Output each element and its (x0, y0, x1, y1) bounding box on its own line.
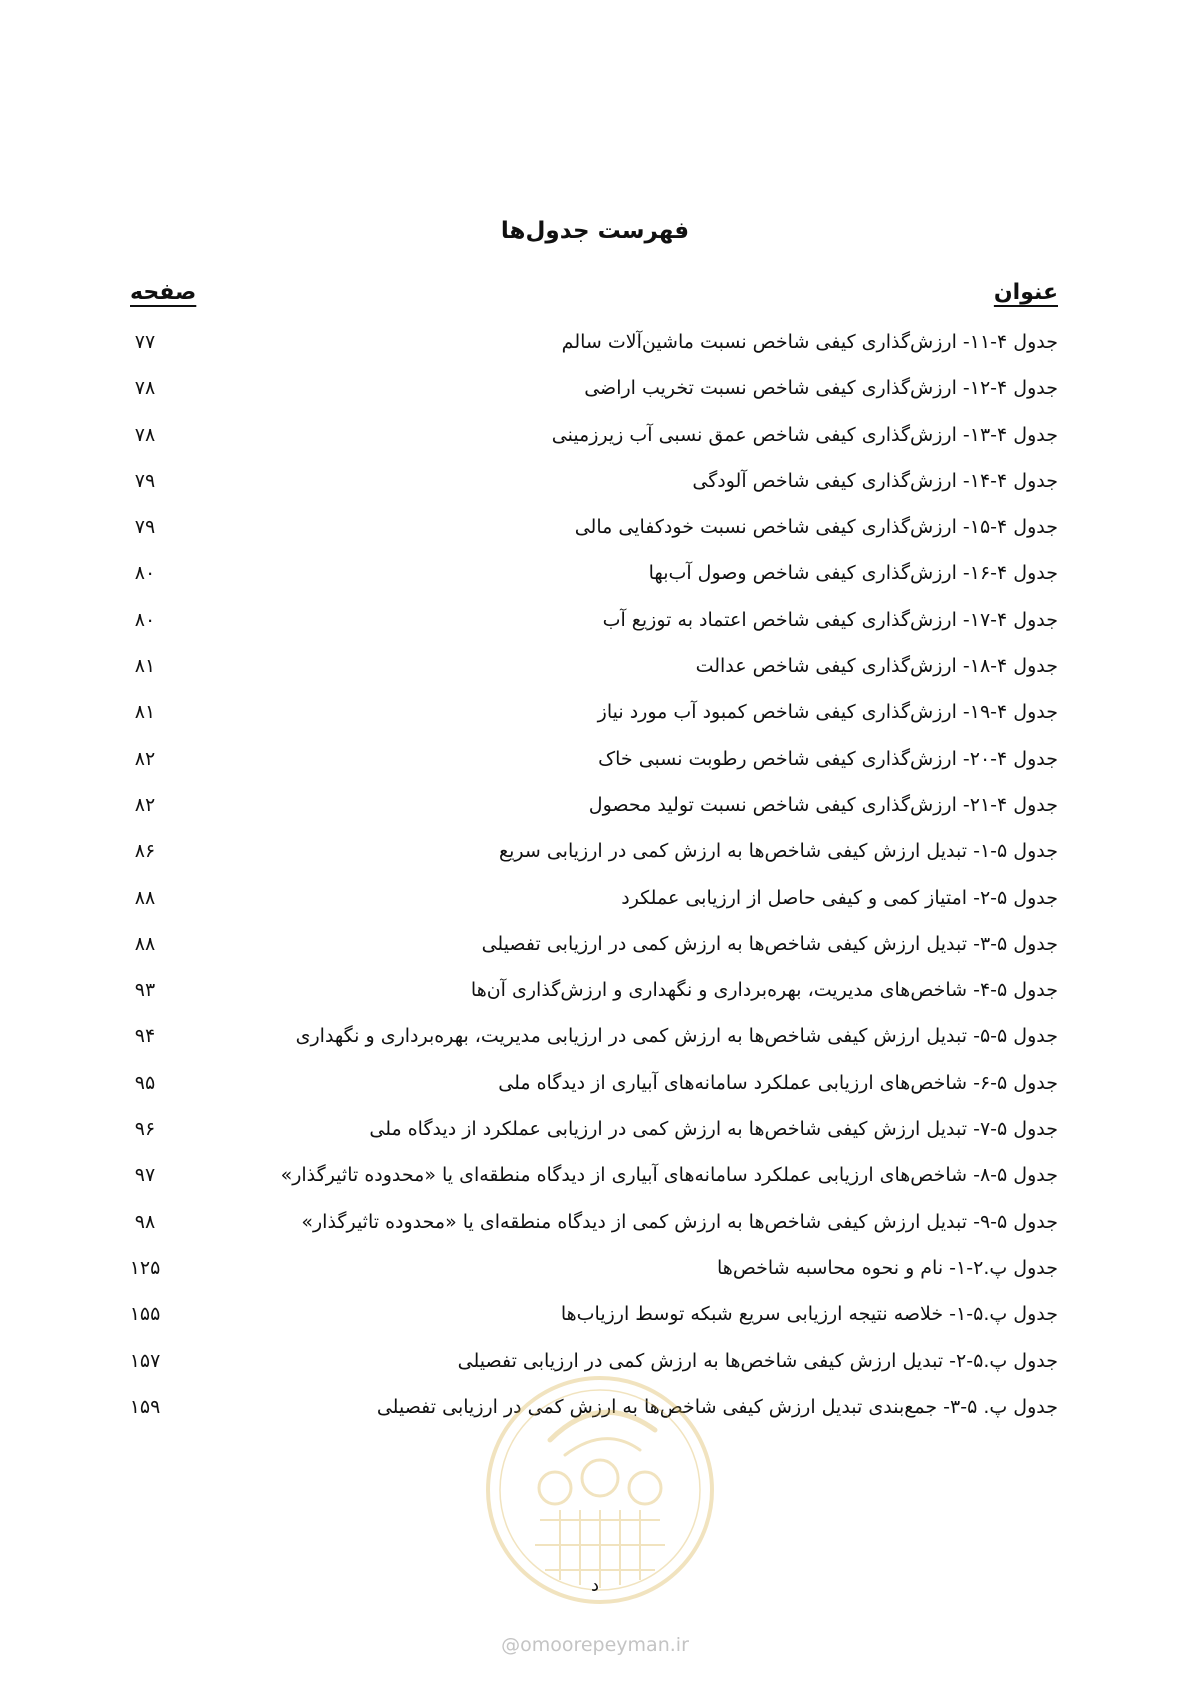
toc-entry[interactable] (110, 1208, 1058, 1254)
toc-entry-page: ۹۸ (134, 1210, 156, 1233)
toc-entry[interactable] (110, 1300, 1058, 1346)
toc-entry-title: جدول پ.۲-۱- نام و نحوه محاسبه شاخص‌ها (717, 1256, 1058, 1279)
toc-entry-page: ۹۵ (134, 1071, 156, 1094)
toc-entry-title: جدول پ.۵-۱- خلاصه نتیجه ارزیابی سریع شبکه توسط ارزیاب‌ها (560, 1303, 1058, 1326)
toc-entry[interactable] (110, 1022, 1058, 1068)
toc-entry[interactable] (110, 1115, 1058, 1161)
toc-entry-page: ۹۴ (134, 1025, 156, 1048)
toc-entry-page: ۸۲ (134, 793, 156, 816)
toc-entry-title: جدول ۵-۶- شاخص‌های ارزیابی عملکرد سامانه‌های آبیاری از دیدگاه ملی (498, 1071, 1058, 1094)
toc-entry-title: جدول ۴-۱۵- ارزش‌گذاری کیفی شاخص نسبت خودکفایی مالی (574, 516, 1058, 539)
toc-entry-title: جدول ۵-۷- تبدیل ارزش کیفی شاخص‌ها به ارزش کمی در ارزیابی عملکرد از دیدگاه ملی (369, 1118, 1058, 1141)
toc-entry[interactable] (110, 976, 1058, 1022)
toc-entry-page: ۹۶ (134, 1118, 156, 1141)
toc-entry-title: جدول ۵-۹- تبدیل ارزش کیفی شاخص‌ها به ارزش کمی از دیدگاه منطقه‌ای یا «محدوده تاثیرگذار» (301, 1210, 1058, 1233)
toc-entry-page: ۷۷ (134, 331, 156, 353)
toc-entry-page: ۱۲۵ (129, 1256, 161, 1279)
toc-entry-title: جدول ۴-۲۰- ارزش‌گذاری کیفی شاخص رطوبت نسبی خاک (598, 747, 1058, 770)
toc-entry[interactable] (110, 606, 1058, 652)
toc-entry-page: ۷۸ (134, 423, 156, 446)
column-header-page: صفحه (130, 280, 197, 305)
toc-entry-page: ۸۱ (134, 701, 156, 724)
toc-entry-page: ۱۵۷ (129, 1349, 161, 1372)
site-watermark: @omoorepeyman.ir (501, 1634, 689, 1656)
toc-entry-title: جدول ۵-۵- تبدیل ارزش کیفی شاخص‌ها به ارزش کمی در ارزیابی مدیریت، بهره‌برداری و نگهداری (295, 1025, 1058, 1048)
toc-entry-page: ۱۵۹ (129, 1395, 161, 1418)
toc-entry[interactable] (110, 559, 1058, 605)
toc-entry[interactable] (110, 652, 1058, 698)
toc-entry-title: جدول ۵-۱- تبدیل ارزش کیفی شاخص‌ها به ارزش کمی در ارزیابی سریع (499, 840, 1058, 863)
toc-entry-title: جدول ۴-۱۱- ارزش‌گذاری کیفی شاخص نسبت ماشین‌آلات سالم (561, 331, 1058, 353)
toc-entry[interactable] (110, 421, 1058, 467)
toc-entry-page: ۷۹ (134, 516, 156, 539)
toc-entry-title: جدول پ. ۵-۳- جمع‌بندی تبدیل ارزش کیفی شاخص‌ها به ارزش کمی در ارزیابی تفصیلی (376, 1395, 1058, 1418)
toc-entry-title: جدول ۵-۲- امتیاز کمی و کیفی حاصل از ارزیابی عملکرد (621, 886, 1058, 909)
toc-entry-page: ۹۳ (134, 979, 156, 1002)
column-header-title: عنوان (993, 280, 1058, 305)
toc-entry-title: جدول ۴-۱۴- ارزش‌گذاری کیفی شاخص آلودگی (692, 469, 1058, 492)
toc-entry[interactable] (110, 791, 1058, 837)
watermark-seal (480, 1370, 720, 1610)
toc-entry-title: جدول ۴-۱۹- ارزش‌گذاری کیفی شاخص کمبود آب مورد نیاز (597, 701, 1058, 724)
toc-entry[interactable] (110, 930, 1058, 976)
toc-entry-page: ۸۰ (134, 562, 156, 585)
toc-entry-page: ۸۱ (134, 655, 156, 678)
toc-entry-title: جدول ۴-۱۲- ارزش‌گذاری کیفی شاخص نسبت تخریب اراضی (584, 377, 1058, 400)
toc-entry[interactable] (110, 745, 1058, 791)
toc-entry-title: جدول ۴-۱۶- ارزش‌گذاری کیفی شاخص وصول آب‌بها (648, 562, 1058, 585)
toc-entry[interactable] (110, 837, 1058, 883)
toc-entry[interactable] (110, 1069, 1058, 1115)
toc-entry[interactable] (110, 467, 1058, 513)
toc-entry-title: جدول ۴-۱۳- ارزش‌گذاری کیفی شاخص عمق نسبی آب زیرزمینی (551, 423, 1058, 446)
toc-entry[interactable] (110, 374, 1058, 420)
toc-entry-page: ۷۸ (134, 377, 156, 400)
toc-entry[interactable] (110, 513, 1058, 559)
toc-entry-title: جدول ۵-۸- شاخص‌های ارزیابی عملکرد سامانه‌های آبیاری از دیدگاه منطقه‌ای یا «محدوده تاثیرگذار» (280, 1164, 1058, 1187)
toc-entry-page: ۸۸ (134, 886, 156, 909)
toc-entry-page: ۸۲ (134, 747, 156, 770)
toc-entry[interactable] (110, 1161, 1058, 1207)
toc-entry[interactable] (110, 884, 1058, 930)
toc-entry-page: ۱۵۵ (129, 1303, 161, 1326)
toc-entry-title: جدول ۴-۱۷- ارزش‌گذاری کیفی شاخص اعتماد به توزیع آب (602, 608, 1058, 631)
toc-entry[interactable] (110, 1254, 1058, 1300)
page-title: فهرست جدول‌ها (500, 218, 690, 244)
toc-entry-page: ۸۸ (134, 932, 156, 955)
page-number: د (590, 1575, 599, 1596)
toc-entry-title: جدول ۵-۴- شاخص‌های مدیریت، بهره‌برداری و نگهداری و ارزش‌گذاری آن‌ها (470, 979, 1058, 1002)
toc-entry-page: ۸۰ (134, 608, 156, 631)
toc-entry-page: ۸۶ (134, 840, 156, 863)
toc-entry-title: جدول ۴-۱۸- ارزش‌گذاری کیفی شاخص عدالت (695, 655, 1058, 678)
toc-entry-title: جدول ۵-۳- تبدیل ارزش کیفی شاخص‌ها به ارزش کمی در ارزیابی تفصیلی (481, 932, 1058, 955)
toc-entry-page: ۷۹ (134, 469, 156, 492)
toc-entry-page: ۹۷ (134, 1164, 156, 1187)
toc-entry-title: جدول ۴-۲۱- ارزش‌گذاری کیفی شاخص نسبت تولید محصول (588, 793, 1058, 816)
table-of-tables (110, 328, 1058, 1439)
toc-entry[interactable] (110, 698, 1058, 744)
toc-entry-title: جدول پ.۵-۲- تبدیل ارزش کیفی شاخص‌ها به ارزش کمی در ارزیابی تفصیلی (457, 1349, 1058, 1372)
toc-entry[interactable] (110, 328, 1058, 374)
